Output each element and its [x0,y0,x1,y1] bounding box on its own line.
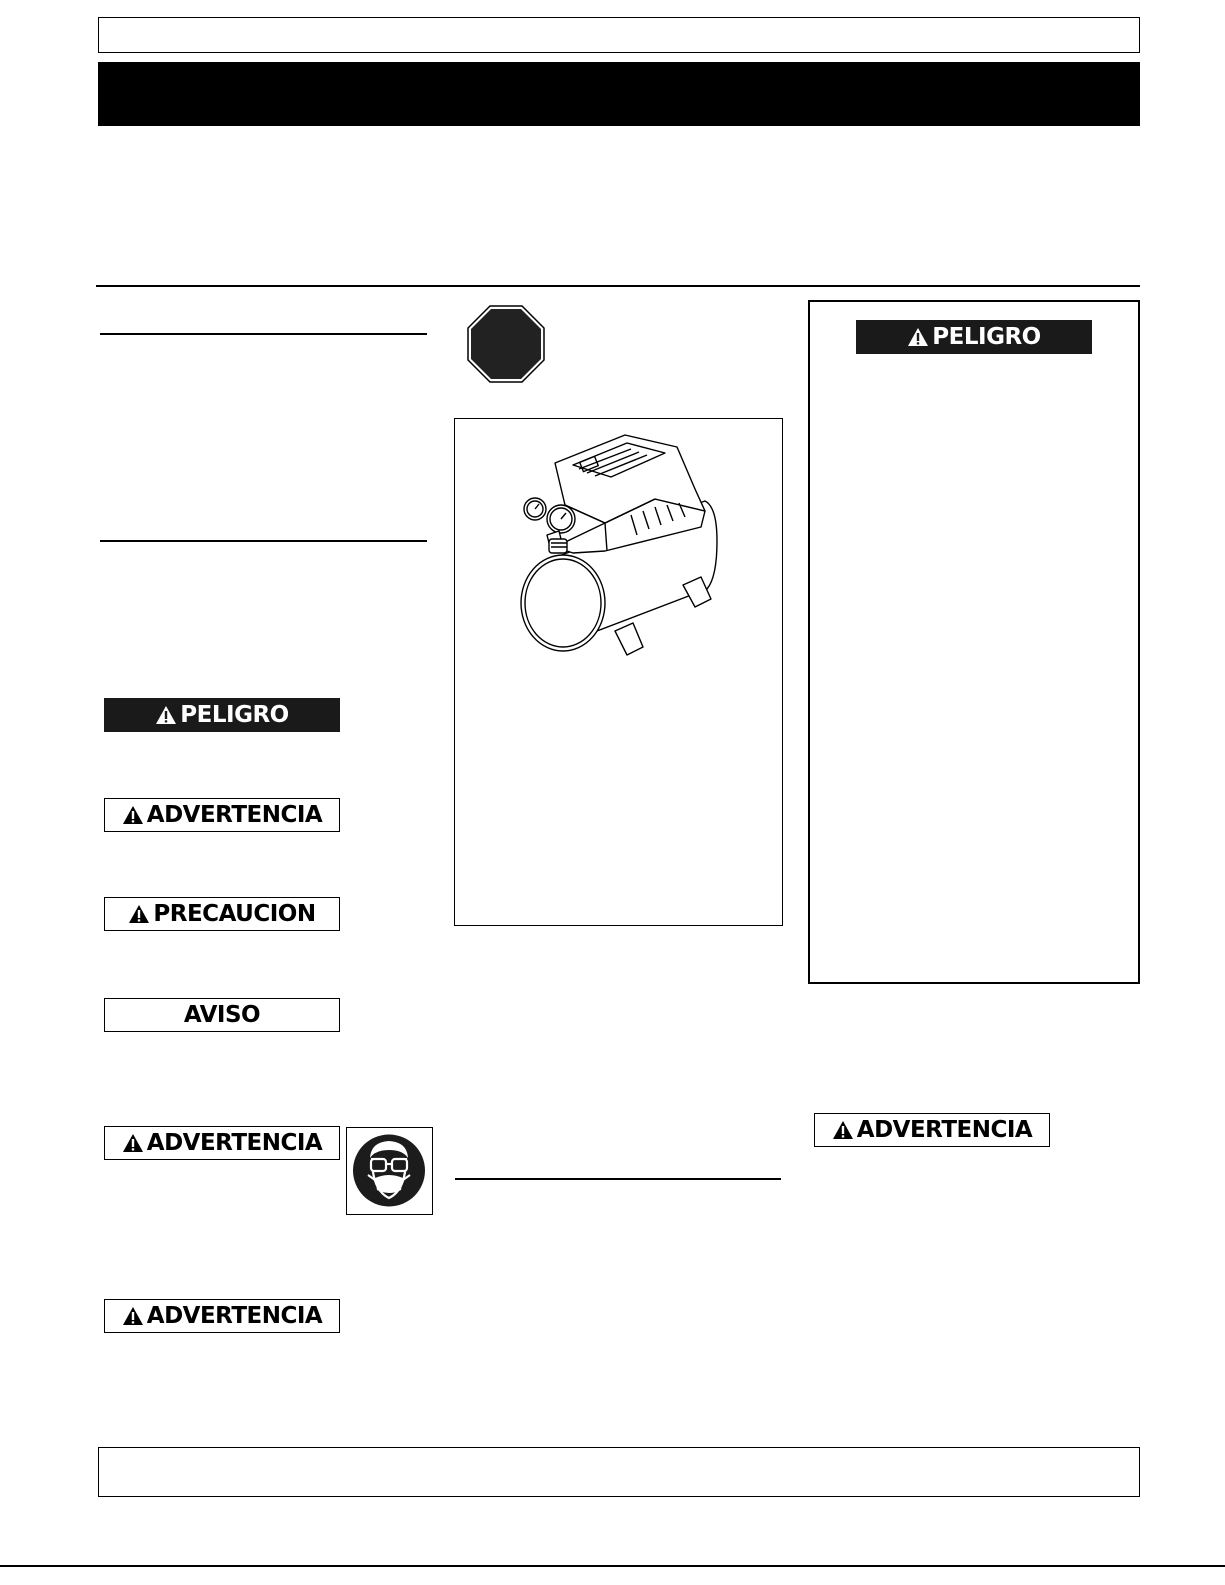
advertencia-text: ADVERTENCIA [146,1303,323,1329]
warning-triangle-icon [128,904,150,924]
air-compressor-icon [455,419,781,924]
peligro-text: PELIGRO [932,324,1041,350]
warning-triangle-icon [907,327,929,347]
stop-sign-icon [467,305,545,383]
danger-notice-box [808,300,1140,984]
section-rule-2 [100,540,427,542]
warning-triangle-icon [122,1133,144,1153]
advertencia-text: ADVERTENCIA [146,1130,323,1156]
peligro-label [104,698,340,732]
peligro-label [856,320,1092,354]
warning-triangle-icon [122,1306,144,1326]
advertencia-text: ADVERTENCIA [146,802,323,828]
warning-triangle-icon [832,1120,854,1140]
compressor-figure [454,418,783,926]
precaucion-text: PRECAUCION [153,901,316,927]
section-divider [96,285,1140,287]
advertencia-label [814,1113,1050,1147]
advertencia-label [104,1126,340,1160]
warning-triangle-icon [122,805,144,825]
advertencia-label [104,1299,340,1333]
precaucion-label [104,897,340,931]
section-rule-1 [100,333,427,335]
title-bar [98,62,1140,126]
aviso-text: AVISO [183,1002,261,1028]
advertencia-label [104,798,340,832]
page-bottom-rule [0,1565,1225,1567]
peligro-text: PELIGRO [180,702,289,728]
footer-box [98,1447,1140,1497]
section-rule-3 [455,1178,781,1180]
safety-glasses-mask-icon [346,1127,433,1215]
advertencia-text: ADVERTENCIA [856,1117,1033,1143]
header-box [98,17,1140,53]
aviso-label [104,998,340,1032]
warning-triangle-icon [155,705,177,725]
